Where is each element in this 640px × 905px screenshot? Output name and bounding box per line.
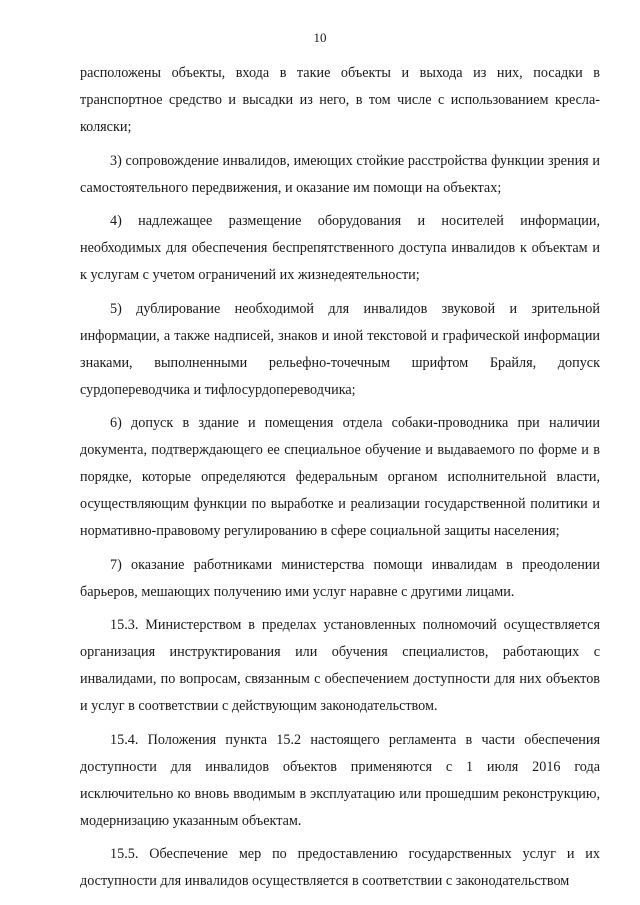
paragraph: 7) оказание работниками министерства помощи инвалидам в преодолении барьеров, мешающих получению ими услуг наравне с другими лицами.	[80, 556, 600, 600]
page-number: 10	[313, 30, 327, 45]
paragraph: 15.4. Положения пункта 15.2 настоящего регламента в части обеспечения доступности для инвалидов объектов применяются с 1 июля 2016 года исключительно ко вновь вводимым в эксплуатацию или прошедшим реконструкцию, модернизацию указанным объектам.	[80, 731, 600, 829]
paragraph: 3) сопровождение инвалидов, имеющих стойкие расстройства функции зрения и самостоятельного передвижения, и оказание им помощи на объектах;	[80, 152, 600, 196]
paragraph: 4) надлежащее размещение оборудования и носителей информации, необходимых для обеспечения беспрепятственного доступа инвалидов к объектам и к услугам с учетом ограничений их жизнедеятельности;	[80, 213, 600, 283]
paragraph: 5) дублирование необходимой для инвалидов звуковой и зрительной информации, а также надписей, знаков и иной текстовой и графической информации знаками, выполненными рельефно-точечным шрифтом Брайля, допуск сурдопереводчика и тифлосурдопереводчика;	[80, 300, 600, 398]
paragraph: расположены объекты, входа в такие объекты и выхода из них, посадки в транспортное средство и высадки из него, в том числе с использованием кресла-коляски;	[80, 65, 600, 135]
paragraph: 15.5. Обеспечение мер по предоставлению государственных услуг и их доступности для инвалидов осуществляется в соответствии с законодательством	[80, 846, 600, 889]
paragraph: 6) допуск в здание и помещения отдела собаки-проводника при наличии документа, подтверждающего ее специальное обучение и выдаваемого по форме и в порядке, которые определяются федеральным органом исполнительной власти, осуществляющим функции по выработке и реализации государственной политики и нормативно-правовому регулированию в сфере социальной защиты населения;	[80, 415, 600, 539]
paragraph: 15.3. Министерством в пределах установленных полномочий осуществляется организация инструктирования или обучения специалистов, работающих с инвалидами, по вопросам, связанным с обеспечением доступности для них объектов и услуг в соответствии с действующим законодательством.	[80, 617, 600, 714]
document-body	[80, 60, 600, 902]
